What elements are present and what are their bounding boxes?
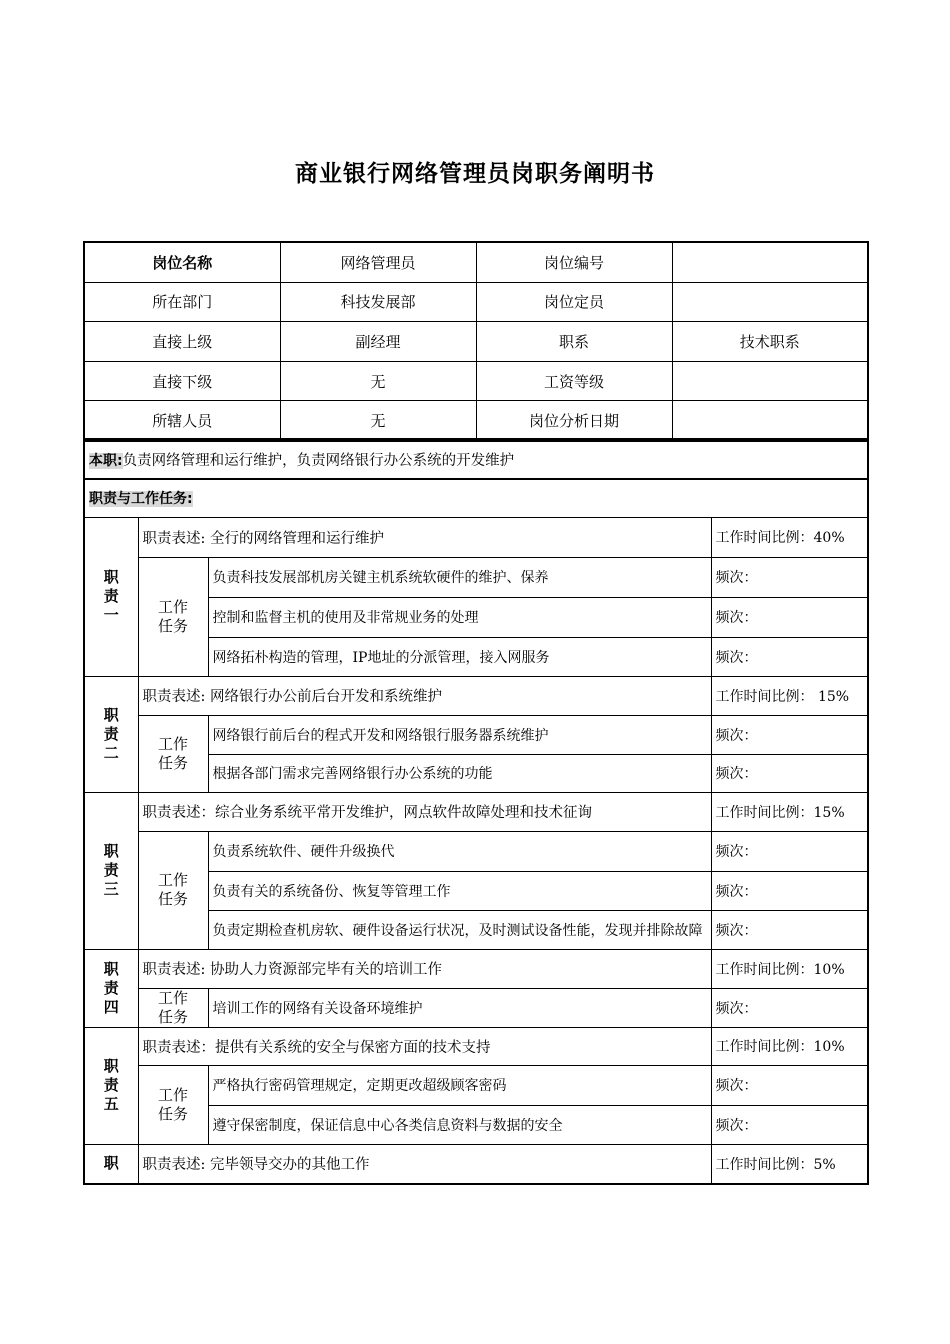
duty-label-char: 责 bbox=[103, 724, 119, 743]
duty-description: 职责表述：提供有关系统的安全与保密方面的技术支持 bbox=[138, 1027, 711, 1065]
duty-description: 职责表述：综合业务系统平常开发维护，网点软件故障处理和技术征询 bbox=[138, 792, 711, 831]
duty-desc-row bbox=[84, 676, 868, 715]
duty-label bbox=[84, 792, 138, 949]
duty-label-char: 职 bbox=[103, 1154, 119, 1173]
task-label-top: 工作 bbox=[157, 988, 188, 1007]
task-frequency: 频次： bbox=[711, 754, 868, 792]
duty-description: 职责表述: 完毕领导交办的其他工作 bbox=[138, 1144, 711, 1184]
benzhi-row bbox=[84, 439, 868, 479]
info-row bbox=[84, 242, 868, 282]
task-label-top: 工作 bbox=[157, 597, 188, 616]
info-row bbox=[84, 322, 868, 362]
task-label bbox=[138, 988, 208, 1027]
info-label-a: 所在部门 bbox=[84, 282, 280, 322]
duty-label-char: 职 bbox=[103, 959, 119, 978]
task-frequency: 频次： bbox=[711, 831, 868, 871]
info-label-a: 直接下级 bbox=[84, 361, 280, 401]
info-value-b: 技术职系 bbox=[672, 322, 868, 362]
info-value-a: 副经理 bbox=[280, 322, 476, 362]
task-frequency: 频次： bbox=[711, 988, 868, 1027]
duty-label-char: 责 bbox=[103, 978, 119, 997]
time-ratio: 工作时间比例：5% bbox=[711, 1144, 868, 1184]
task-label-top: 工作 bbox=[157, 1085, 188, 1104]
duty-label bbox=[84, 517, 138, 676]
duty-desc-row bbox=[84, 1144, 868, 1184]
task-label-bottom: 任务 bbox=[157, 890, 188, 908]
duties-table bbox=[83, 438, 869, 1185]
duty-desc-row bbox=[84, 517, 868, 557]
task-frequency: 频次： bbox=[711, 1105, 868, 1144]
task-label-bottom: 任务 bbox=[157, 1007, 188, 1026]
task-frequency: 频次： bbox=[711, 597, 868, 637]
task-frequency: 频次： bbox=[711, 910, 868, 949]
info-label-b: 职系 bbox=[476, 322, 672, 362]
task-label-bottom: 任务 bbox=[157, 1104, 188, 1123]
info-value-a: 科技发展部 bbox=[280, 282, 476, 322]
info-label-a: 直接上级 bbox=[84, 322, 280, 362]
section-title: 职责与工作任务: bbox=[89, 491, 193, 508]
section-title-row bbox=[84, 479, 868, 517]
task-text: 负责有关的系统备份、恢复等管理工作 bbox=[208, 871, 711, 910]
info-value-b bbox=[672, 282, 868, 322]
info-value-b bbox=[672, 242, 868, 282]
duty-desc-row bbox=[84, 792, 868, 831]
duty-description: 职责表述: 网络银行办公前后台开发和系统维护 bbox=[138, 676, 711, 715]
info-value-b bbox=[672, 401, 868, 441]
duty-label bbox=[84, 949, 138, 1027]
info-row bbox=[84, 282, 868, 322]
page-title: 商业银行网络管理员岗职务阐明书 bbox=[295, 161, 655, 187]
duty-description: 职责表述: 协助人力资源部完毕有关的培训工作 bbox=[138, 949, 711, 988]
task-text: 根据各部门需求完善网络银行办公系统的功能 bbox=[208, 754, 711, 792]
task-row bbox=[84, 715, 868, 754]
duty-label-char: 职 bbox=[103, 1057, 119, 1075]
task-frequency: 频次： bbox=[711, 871, 868, 910]
duty-label-char: 三 bbox=[103, 880, 119, 898]
task-label bbox=[138, 1065, 208, 1144]
duty-label-char: 二 bbox=[103, 743, 119, 762]
duty-description: 职责表述: 全行的网络管理和运行维护 bbox=[138, 517, 711, 557]
info-value-a: 网络管理员 bbox=[280, 242, 476, 282]
task-frequency: 频次： bbox=[711, 1065, 868, 1105]
task-row bbox=[84, 557, 868, 597]
benzhi-label: 本职: bbox=[89, 452, 123, 469]
task-text: 网络银行前后台的程式开发和网络银行服务器系统维护 bbox=[208, 715, 711, 754]
duty-label-char: 一 bbox=[103, 606, 119, 624]
duty-label-char: 五 bbox=[103, 1095, 119, 1113]
task-text: 网络拓朴构造的管理，IP地址的分派管理，接入网服务 bbox=[208, 637, 711, 676]
task-label bbox=[138, 557, 208, 676]
info-label-b: 岗位分析日期 bbox=[476, 401, 672, 441]
duty-label bbox=[84, 1027, 138, 1144]
duty-label-char: 责 bbox=[103, 1076, 119, 1094]
task-frequency: 频次： bbox=[711, 557, 868, 597]
duty-label bbox=[84, 1144, 138, 1184]
task-text: 负责系统软件、硬件升级换代 bbox=[208, 831, 711, 871]
task-text: 控制和监督主机的使用及非常规业务的处理 bbox=[208, 597, 711, 637]
duty-label-char: 职 bbox=[103, 842, 119, 860]
duty-label-char: 责 bbox=[103, 861, 119, 879]
info-row bbox=[84, 361, 868, 401]
duty-label-char: 四 bbox=[103, 997, 119, 1016]
task-label bbox=[138, 715, 208, 792]
duty-desc-row bbox=[84, 949, 868, 988]
time-ratio: 工作时间比例： 15% bbox=[711, 676, 868, 715]
info-value-a: 无 bbox=[280, 401, 476, 441]
task-text: 遵守保密制度，保证信息中心各类信息资料与数据的安全 bbox=[208, 1105, 711, 1144]
task-text: 严格执行密码管理规定，定期更改超级顾客密码 bbox=[208, 1065, 711, 1105]
position-info-table bbox=[83, 241, 869, 442]
task-label-bottom: 任务 bbox=[157, 753, 188, 772]
task-label-top: 工作 bbox=[157, 734, 188, 753]
task-label-top: 工作 bbox=[157, 871, 188, 889]
task-text: 培训工作的网络有关设备环境维护 bbox=[208, 988, 711, 1027]
task-label-bottom: 任务 bbox=[157, 616, 188, 635]
task-text: 负责科技发展部机房关键主机系统软硬件的维护、保养 bbox=[208, 557, 711, 597]
task-frequency: 频次： bbox=[711, 715, 868, 754]
duty-label-char: 责 bbox=[103, 587, 119, 605]
info-label-b: 工资等级 bbox=[476, 361, 672, 401]
time-ratio: 工作时间比例：15% bbox=[711, 792, 868, 831]
task-frequency: 频次： bbox=[711, 637, 868, 676]
task-row bbox=[84, 988, 868, 1027]
info-row bbox=[84, 401, 868, 441]
time-ratio: 工作时间比例：40% bbox=[711, 517, 868, 557]
info-value-a: 无 bbox=[280, 361, 476, 401]
duty-label-char: 职 bbox=[103, 568, 119, 586]
task-label bbox=[138, 831, 208, 949]
time-ratio: 工作时间比例：10% bbox=[711, 949, 868, 988]
info-label-b: 岗位编号 bbox=[476, 242, 672, 282]
duty-label bbox=[84, 676, 138, 792]
info-label-b: 岗位定员 bbox=[476, 282, 672, 322]
duty-desc-row bbox=[84, 1027, 868, 1065]
info-label-a: 岗位名称 bbox=[84, 242, 280, 282]
info-value-b bbox=[672, 361, 868, 401]
duty-label-char: 职 bbox=[103, 705, 119, 724]
info-label-a: 所辖人员 bbox=[84, 401, 280, 441]
task-row bbox=[84, 831, 868, 871]
time-ratio: 工作时间比例：10% bbox=[711, 1027, 868, 1065]
benzhi-text: 负责网络管理和运行维护，负责网络银行办公系统的开发维护 bbox=[122, 452, 515, 469]
task-text: 负责定期检查机房软、硬件设备运行状况，及时测试设备性能，发现并排除故障 bbox=[208, 910, 711, 949]
task-row bbox=[84, 1065, 868, 1105]
